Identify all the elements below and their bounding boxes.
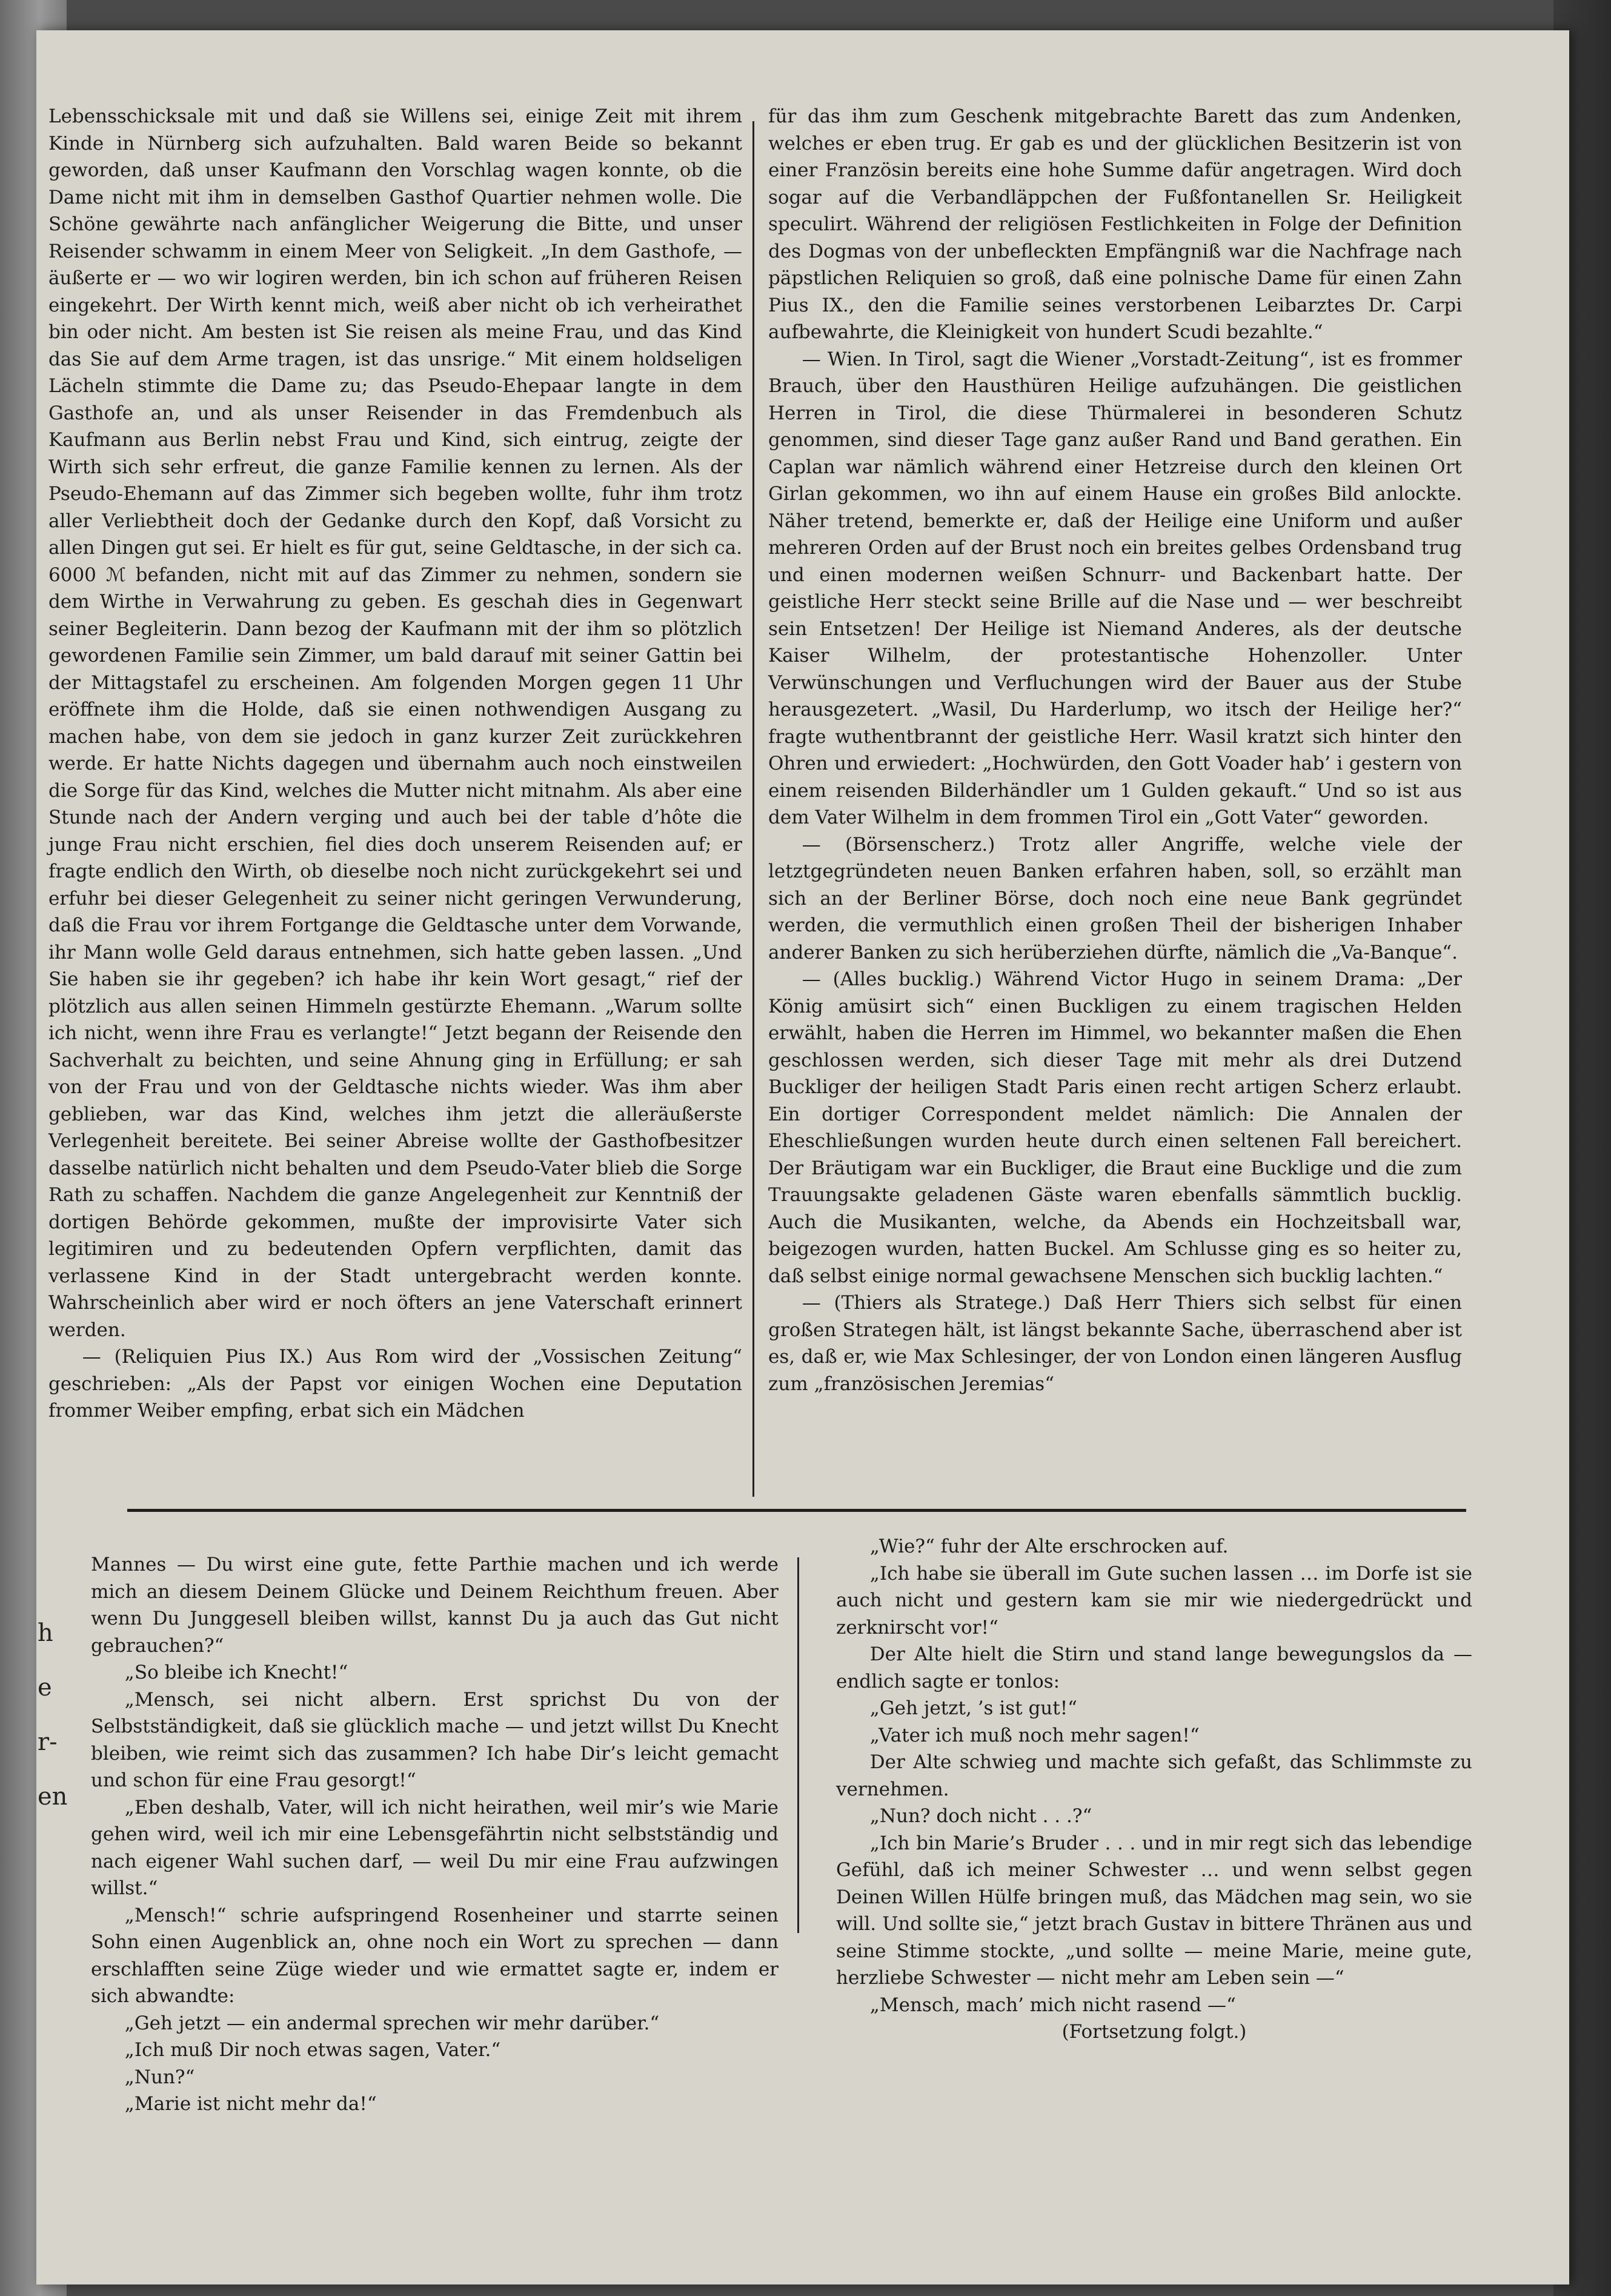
paragraph: „Geh jetzt, ’s ist gut!“	[869, 1697, 1078, 1719]
column-divider-upper	[752, 121, 754, 1497]
margin-fragment: h	[38, 1619, 53, 1647]
paragraph: „Ich habe sie überall im Gute suchen lassen … im Dorfe ist sie auch nicht und gestern kam sie mir wie niedergedrückt und zerknirscht vor!“	[836, 1562, 1472, 1639]
margin-text-fragments	[38, 1606, 68, 1824]
paragraph: Mannes — Du wirst eine gute, fette Parthie machen und ich werde mich an diesem Deinem Glücke und Deinem Reichthum freuen. Aber wenn Du Junggesell bleiben willst, kannst Du ja auch das Gut nicht gebrauchen?“	[91, 1554, 779, 1657]
margin-fragment: en	[38, 1783, 68, 1811]
column-lower-right	[836, 1533, 1472, 2046]
margin-fragment: e	[38, 1674, 52, 1702]
paragraph: „Ich muß Dir noch etwas sagen, Vater.“	[124, 2039, 501, 2061]
paragraph: für das ihm zum Geschenk mitgebrachte Barett das zum Andenken, welches er eben trug. Er gab es und der glücklichen Besitzerin ist von einer Französin bereits eine hohe Summe dafür angetragen. Wird doch sogar auf die Verbandläppchen der Fußfontanellen Sr. Heiligkeit speculirt. Während der religiösen Festlichkeiten in Folge der Definition des Dogmas von der unbefleckten Empfängniß war die Nachfrage nach päpstlichen Reliquien so groß, daß eine polnische Dame für einen Zahn Pius IX., den die Familie seines verstorbenen Leibarztes Dr. Carpi aufbewahrte, die Kleinigkeit von hundert Scudi bezahlte.“	[768, 105, 1462, 343]
paragraph: — (Alles bucklig.) Während Victor Hugo in seinem Drama: „Der König amüsirt sich“ einen Buckligen zu einem tragischen Helden erwählt, haben die Herren im Himmel, wo bekannter maßen die Ehen geschlossen werden, sich dieser Tage mit mehr als drei Dutzend Buckliger der heiligen Stadt Paris einen recht artigen Scherz erlaubt. Ein dortiger Correspondent meldet nämlich: Die Annalen der Eheschließungen wurden heute durch einen seltenen Fall bereichert. Der Bräutigam war ein Buckliger, die Braut eine Bucklige und die zum Trauungsakte geladenen Gäste waren ebenfalls sämmtlich bucklig. Auch die Musikanten, welche, da Abends ein Hochzeitsball war, beigezogen wurden, hatten Buckel. Am Schlusse ging es so heiter zu, daß selbst einige normal gewachsene Menschen sich bucklig lachten.“	[768, 968, 1462, 1287]
paragraph: „Mensch, mach’ mich nicht rasend —“	[869, 1994, 1236, 2016]
paragraph: „Wie?“ fuhr der Alte erschrocken auf.	[869, 1536, 1229, 1557]
column-upper-left	[48, 103, 742, 1425]
paragraph: — (Reliquien Pius IX.) Aus Rom wird der „Vossischen Zeitung“ geschrieben: „Als der Papst vor einigen Wochen eine Deputation frommer Weiber empfing, erbat sich ein Mädchen	[48, 1346, 742, 1422]
paragraph: „Geh jetzt — ein andermal sprechen wir mehr darüber.“	[124, 2012, 660, 2034]
paragraph: „Mensch, sei nicht albern. Erst sprichst Du von der Selbstständigkeit, daß sie glücklich mache — und jetzt willst Du Knecht bleiben, wie reimt sich das zusammen? Ich habe Dir’s leicht gemacht und schon für eine Frau gesorgt!“	[91, 1688, 779, 1791]
column-divider-lower	[797, 1557, 799, 1933]
column-upper-right	[768, 103, 1462, 1397]
paragraph: „Mensch!“ schrie aufspringend Rosenheiner und starrte seinen Sohn einen Augenblick an, ohne noch ein Wort zu sprechen — dann erschlafften seine Züge wieder und wie ermattet sagte er, indem er sich abwandte:	[91, 1904, 779, 2007]
paragraph: Der Alte schwieg und machte sich gefaßt, das Schlimmste zu vernehmen.	[836, 1751, 1472, 1800]
paragraph: „Eben deshalb, Vater, will ich nicht heirathen, weil mir’s wie Marie gehen wird, weil ich mir eine Lebensgefährtin nicht selbstständig und nach eigener Wahl suchen darf, — weil Du mir eine Frau aufzwingen willst.“	[91, 1796, 779, 1899]
paragraph: — Wien. In Tirol, sagt die Wiener „Vorstadt-Zeitung“, ist es frommer Brauch, über den Hausthüren Heilige aufzuhängen. Die geistlichen Herren in Tirol, die diese Thürmalerei in besonderen Schutz genommen, sind dieser Tage ganz außer Rand und Band gerathen. Ein Caplan war nämlich während einer Hetzreise durch den kleinen Ort Girlan gekommen, wo ihn auf einem Hause ein großes Bild anlockte. Näher tretend, bemerkte er, daß der Heilige eine Uniform und außer mehreren Orden auf der Brust noch ein breites gelbes Ordensband trug und einen modernen weißen Schnurr- und Backenbart hatte. Der geistliche Herr steckt seine Brille auf die Nase und — wer beschreibt sein Entsetzen! Der Heilige ist Niemand Anderes, als der deutsche Kaiser Wilhelm, der protestantische Hohenzoller. Unter Verwünschungen und Verfluchungen wird der Bauer aus der Stube herausgezetert. „Wasil, Du Harderlump, wo itsch der Heilige her?“ fragte wuthentbrannt der geistliche Herr. Wasil kratzt sich hinter den Ohren und erwiedert: „Hochwürden, den Gott Voader hab’ i gestern von einem reisenden Bilderhändler um 1 Gulden gekauft.“ Und so ist aus dem Vater Wilhelm in dem frommen Tirol ein „Gott Vater“ geworden.	[768, 348, 1462, 828]
paragraph: „Nun?“	[124, 2066, 195, 2088]
margin-fragment: r-	[38, 1728, 58, 1756]
paragraph: — (Thiers als Stratege.) Daß Herr Thiers sich selbst für einen großen Strategen hält, ist längst bekannte Sache, überraschend aber ist es, daß er, wie Max Schlesinger, der von London einen längeren Ausflug zum „französischen Jeremias“	[768, 1292, 1462, 1395]
paragraph: „Marie ist nicht mehr da!“	[124, 2093, 377, 2115]
paragraph: Der Alte hielt die Stirn und stand lange bewegungslos da — endlich sagte er tonlos:	[836, 1643, 1472, 1692]
paragraph: „Vater ich muß noch mehr sagen!“	[869, 1724, 1200, 1746]
column-lower-left	[91, 1551, 779, 2118]
section-separator-rule	[127, 1509, 1466, 1512]
paragraph: „So bleibe ich Knecht!“	[124, 1662, 348, 1683]
paragraph: Lebensschicksale mit und daß sie Willens sei, einige Zeit mit ihrem Kinde in Nürnberg sich aufzuhalten. Bald waren Beide so bekannt geworden, daß unser Kaufmann den Vorschlag wagen konnte, ob die Dame nicht mit ihm in demselben Gasthof Quartier nehmen wolle. Die Schöne gewährte nach anfänglicher Weigerung die Bitte, und unser Reisender schwamm in einem Meer von Seligkeit. „In dem Gasthofe, — äußerte er — wo wir logiren werden, bin ich schon auf früheren Reisen eingekehrt. Der Wirth kennt mich, weiß aber nicht ob ich verheirathet bin oder nicht. Am besten ist Sie reisen als meine Frau, und das Kind das Sie auf dem Arme tragen, ist das unsrige.“ Mit einem holdseligen Lächeln stimmte die Dame zu; das Pseudo-Ehepaar langte in dem Gasthofe an, und als unser Reisender in das Fremdenbuch als Kaufmann aus Berlin nebst Frau und Kind, sich eintrug, zeigte der Wirth sich sehr erfreut, die ganze Familie kennen zu lernen. Als der Pseudo-Ehemann auf das Zimmer sich begeben wollte, fuhr ihm trotz aller Verliebtheit doch der Gedanke durch den Kopf, daß Vorsicht zu allen Dingen gut sei. Er hielt es für gut, seine Geldtasche, in der sich ca. 6000 ℳ befanden, nicht mit auf das Zimmer zu nehmen, sondern sie dem Wirthe in Verwahrung zu geben. Es geschah dies in Gegenwart seiner Begleiterin. Dann bezog der Kaufmann mit der ihm so plötzlich gewordenen Familie sein Zimmer, um bald darauf mit seiner Gattin bei der Mittagstafel zu erscheinen. Am folgenden Morgen gegen 11 Uhr eröffnete ihm die Holde, daß sie einen nothwendigen Ausgang zu machen habe, von dem sie jedoch in ganz kurzer Zeit zurückkehren werde. Er hatte Nichts dagegen und übernahm auch noch einstweilen die Sorge für das Kind, welches die Mutter nicht mitnahm. Als aber eine Stunde nach der Andern verging und auch bei der table d’hôte die junge Frau nicht erschien, fiel dies doch unserem Reisenden auf; er fragte endlich den Wirth, ob dieselbe noch nicht zurückgekehrt sei und erfuhr bei dieser Gelegenheit zu seiner nicht geringen Verwunderung, daß die Frau vor ihrem Fortgange die Geldtasche unter dem Vorwande, ihr Mann wolle Geld daraus entnehmen, sich hatte geben lassen. „Und Sie haben sie ihr gegeben? ich habe ihr kein Wort gesagt,“ rief der plötzlich aus allen seinen Himmeln gestürzte Ehemann. „Warum sollte ich nicht, wenn ihre Frau es verlangte!“ Jetzt begann der Reisende den Sachverhalt zu beichten, und seine Ahnung ging in Erfüllung; er sah von der Frau und von der Geldtasche nichts wieder. Was ihm aber geblieben, war das Kind, welches ihm jetzt die alleräußerste Verlegenheit bereitete. Bei seiner Abreise wollte der Gasthofbesitzer dasselbe natürlich nicht behalten und dem Pseudo-Vater blieb die Sorge Rath zu schaffen. Nachdem die ganze Angelegenheit zur Kenntniß der dortigen Behörde gekommen, mußte der improvisirte Vater sich legitimiren und zu bedeutenden Opfern verpflichten, damit das verlassene Kind in der Stadt untergebracht werden konnte. Wahrscheinlich aber wird er noch öfters an jene Vaterschaft erinnert werden.	[48, 105, 742, 1341]
paragraph: „Nun? doch nicht . . .?“	[869, 1805, 1092, 1827]
paragraph: „Ich bin Marie’s Bruder . . . und in mir regt sich das lebendige Gefühl, daß ich meiner Schwester … und wenn selbst gegen Deinen Willen Hülfe bringen muß, das Mädchen mag sein, wo sie will. Und sollte sie,“ jetzt brach Gustav in bittere Thränen aus und seine Stimme stockte, „und sollte — meine Marie, meine gute, herzliebe Schwester — nicht mehr am Leben sein —“	[836, 1832, 1472, 1989]
paragraph: (Fortsetzung folgt.)	[1061, 2021, 1247, 2043]
paragraph: — (Börsenscherz.) Trotz aller Angriffe, welche viele der letztgegründeten neuen Banken erfahren haben, soll, so erzählt man sich an der Berliner Börse, doch noch eine neue Bank gegründet werden, die vermuthlich einen großen Theil der bisherigen Inhaber anderer Banken zu sich herüberziehen dürfte, nämlich die „Va-Banque“.	[768, 833, 1462, 963]
